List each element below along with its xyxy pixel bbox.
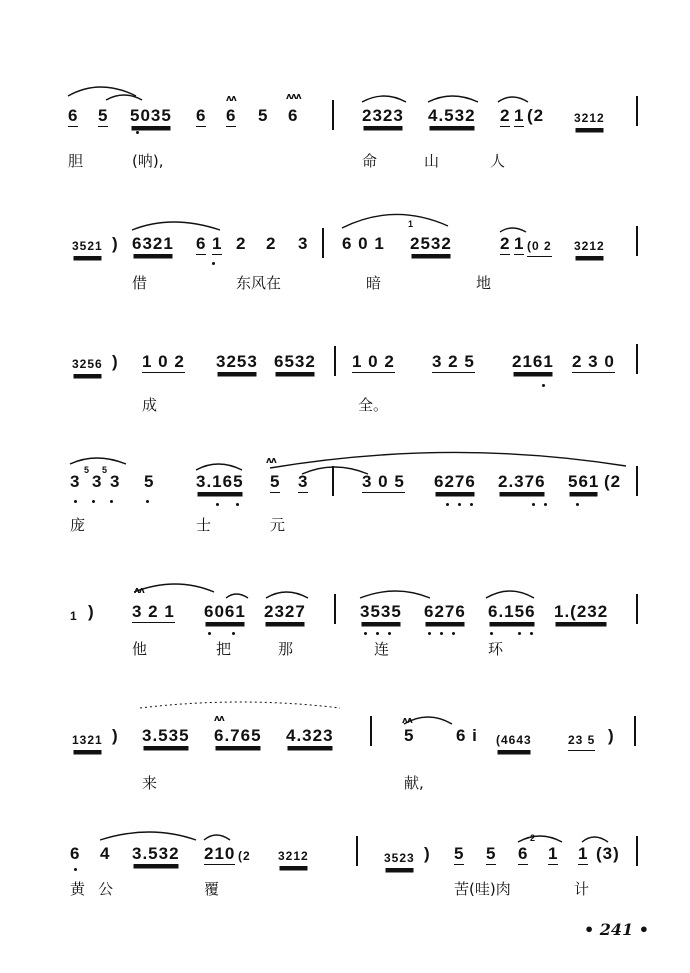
- note: 6276: [424, 602, 466, 621]
- lyric: 把: [216, 640, 232, 658]
- note: 1: [70, 609, 78, 623]
- grace-note: 5: [84, 465, 91, 475]
- note: ): [88, 602, 95, 621]
- note: 5: [454, 844, 465, 863]
- lyric: 全。: [358, 396, 389, 414]
- mordent-mark: ᴧᴧᴧ: [286, 92, 301, 102]
- lyric: 庞: [70, 516, 86, 534]
- octave-dot: [236, 503, 239, 506]
- bar-line: [334, 594, 336, 624]
- note: 3212: [574, 108, 605, 128]
- note: 4.323: [286, 726, 334, 745]
- note: 5: [270, 472, 281, 491]
- note: 2: [266, 234, 277, 253]
- bar-line: [636, 226, 638, 256]
- lyric: 借: [132, 274, 148, 292]
- note: 2: [500, 234, 511, 253]
- octave-dot: [92, 500, 95, 503]
- score-system-4: [0, 448, 690, 568]
- octave-dot: [530, 632, 533, 635]
- lyric: 山: [424, 152, 440, 170]
- note: (4643: [496, 730, 532, 750]
- lyric: 人: [490, 152, 506, 170]
- octave-dot: [376, 632, 379, 635]
- note: 6.156: [488, 602, 536, 621]
- mordent-mark: ᴧᴧ: [226, 94, 236, 104]
- octave-dot: [74, 868, 77, 871]
- lyric: 覆: [204, 880, 220, 898]
- score-system-5: [0, 580, 690, 700]
- note: 3212: [574, 236, 605, 256]
- bar-line: [356, 836, 358, 866]
- bar-line: [636, 96, 638, 126]
- note: 1: [212, 234, 223, 253]
- note: 1: [578, 844, 589, 863]
- lyric: 东风在: [236, 274, 282, 292]
- bar-line: [370, 716, 372, 746]
- note: 1321: [72, 730, 103, 750]
- note: 2: [236, 234, 247, 253]
- lyric: 暗: [366, 274, 382, 292]
- lyric: 来: [142, 774, 158, 792]
- mordent-mark: ᴧᴧ: [266, 456, 276, 466]
- octave-dot: [458, 503, 461, 506]
- note: (0 2: [527, 236, 552, 257]
- score-system-1: [0, 82, 690, 202]
- note: 2.376: [498, 472, 546, 491]
- note: 2327: [264, 602, 306, 621]
- note: 6 0 1: [342, 234, 385, 253]
- note: 1: [514, 106, 525, 125]
- note: 3.165: [196, 472, 244, 491]
- note: 5: [404, 726, 415, 745]
- octave-dot: [74, 500, 77, 503]
- note: 3 0 5: [362, 472, 405, 491]
- note: 6: [70, 844, 81, 863]
- lyric: 地: [476, 274, 492, 292]
- note: ): [424, 844, 431, 863]
- bar-line: [322, 228, 324, 258]
- note: 6: [68, 106, 79, 125]
- mordent-mark: ᴧᴧ: [134, 586, 144, 596]
- note: 6 i: [456, 726, 478, 745]
- lyric: 计: [574, 880, 590, 898]
- octave-dot: [136, 131, 139, 134]
- note: 210: [204, 844, 236, 863]
- note: 3.535: [142, 726, 190, 745]
- bar-line: [332, 100, 334, 130]
- note: 6276: [434, 472, 476, 491]
- bar-line: [636, 836, 638, 866]
- bar-line: [332, 466, 334, 496]
- note: 3: [298, 472, 309, 491]
- note: 3253: [216, 352, 258, 371]
- note: 4: [100, 844, 111, 863]
- note: 6061: [204, 602, 246, 621]
- bar-line: [636, 466, 638, 496]
- note: 5: [144, 472, 155, 491]
- note: (3): [596, 844, 620, 863]
- mordent-mark: ᴧᴧ: [402, 716, 412, 726]
- note: 3 2 1: [132, 602, 175, 621]
- score-system-6: [0, 700, 690, 820]
- lyric: 他: [132, 640, 148, 658]
- note: 3 2 5: [432, 352, 475, 371]
- note: ): [112, 726, 119, 745]
- note: (2: [527, 106, 545, 125]
- note: 6: [288, 106, 299, 125]
- note: 23 5: [568, 730, 595, 751]
- note: 1: [548, 844, 559, 863]
- note: ): [112, 352, 119, 371]
- page-number: • 241 •: [584, 920, 649, 939]
- note: 3535: [360, 602, 402, 621]
- note: 6532: [274, 352, 316, 371]
- note: 5: [98, 106, 109, 125]
- note: 1 0 2: [352, 352, 395, 371]
- octave-dot: [146, 500, 149, 503]
- lyric: 黄: [70, 880, 86, 898]
- note: 2161: [512, 352, 554, 371]
- grace-note: 2: [530, 833, 537, 843]
- note: 6: [518, 844, 529, 863]
- octave-dot: [542, 384, 545, 387]
- note: (2: [238, 849, 251, 863]
- octave-dot: [544, 503, 547, 506]
- octave-dot: [428, 632, 431, 635]
- octave-dot: [364, 632, 367, 635]
- octave-dot: [232, 632, 235, 635]
- mordent-mark: ᴧᴧ: [214, 714, 224, 724]
- lyric: 元: [270, 516, 286, 534]
- note: 1 0 2: [142, 352, 185, 371]
- note: 3: [298, 234, 309, 253]
- lyric: 连: [374, 640, 390, 658]
- lyric: 成: [142, 396, 158, 414]
- bar-line: [334, 346, 336, 376]
- note: 2: [500, 106, 511, 125]
- octave-dot: [532, 503, 535, 506]
- octave-dot: [440, 632, 443, 635]
- note: 2 3 0: [572, 352, 615, 371]
- bar-line: [636, 594, 638, 624]
- note: 2532: [410, 234, 452, 253]
- octave-dot: [388, 632, 391, 635]
- note: ): [608, 726, 615, 745]
- octave-dot: [452, 632, 455, 635]
- lyric: 环: [488, 640, 504, 658]
- note: 3: [92, 472, 103, 491]
- note: 5035: [130, 106, 172, 125]
- octave-dot: [576, 503, 579, 506]
- bar-line: [634, 716, 636, 746]
- score-system-2: [0, 214, 690, 334]
- lyric: 那: [278, 640, 294, 658]
- note: ): [112, 234, 119, 253]
- lyric: 公: [98, 880, 114, 898]
- grace-note: 5: [102, 465, 109, 475]
- note: 1.(232: [554, 602, 609, 621]
- note: 3: [110, 472, 121, 491]
- octave-dot: [216, 503, 219, 506]
- note: 5: [486, 844, 497, 863]
- octave-dot: [110, 500, 113, 503]
- octave-dot: [518, 632, 521, 635]
- note: 3256: [72, 354, 103, 374]
- note: 4.532: [428, 106, 476, 125]
- note: 6: [226, 106, 237, 125]
- octave-dot: [490, 632, 493, 635]
- lyric: 献,: [404, 774, 424, 792]
- lyric: 命: [362, 152, 378, 170]
- note: (2: [604, 472, 622, 491]
- note: 3: [70, 472, 81, 491]
- note: 3.532: [132, 844, 180, 863]
- note: 3523: [384, 848, 415, 868]
- note: 561: [568, 472, 600, 491]
- note: 6: [196, 234, 207, 253]
- note: 6321: [132, 234, 174, 253]
- note: 3521: [72, 236, 103, 256]
- note: 5: [258, 106, 269, 125]
- score-system-3: [0, 340, 690, 460]
- bar-line: [636, 344, 638, 374]
- grace-note: 1: [408, 219, 415, 229]
- lyric: 苦(哇)肉: [454, 880, 511, 898]
- lyric: 胆: [68, 152, 84, 170]
- octave-dot: [470, 503, 473, 506]
- note: 1: [514, 234, 525, 253]
- note: 3212: [278, 846, 309, 866]
- octave-dot: [208, 632, 211, 635]
- note: 2323: [362, 106, 404, 125]
- note: 6.765: [214, 726, 262, 745]
- lyric: (呐),: [132, 152, 164, 170]
- note: 6: [196, 106, 207, 125]
- lyric: 士: [196, 516, 212, 534]
- octave-dot: [212, 262, 215, 265]
- octave-dot: [446, 503, 449, 506]
